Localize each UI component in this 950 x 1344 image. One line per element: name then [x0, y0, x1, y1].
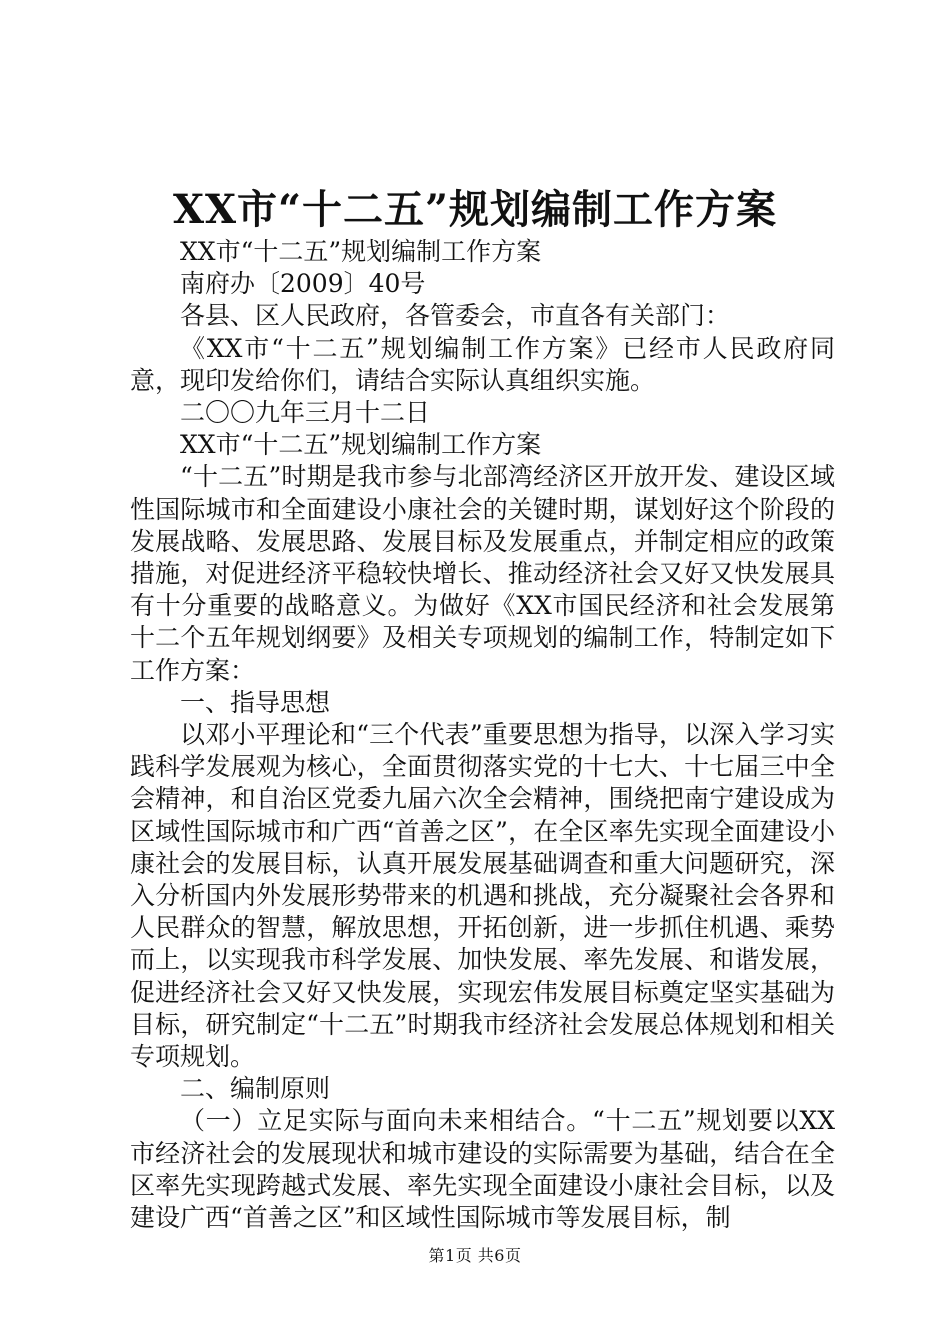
document-title: XX市“十二五”规划编制工作方案 [172, 186, 778, 233]
paragraph: 各县、区人民政府，各管委会，市直各有关部门： [180, 301, 731, 331]
paragraph: 二〇〇九年三月十二日 [180, 398, 431, 428]
paragraph: “十二五”时期是我市参与北部湾经济区开放开发、建设区域性国际城市和全面建设小康社会的关键时期，谋划好这个阶段的发展战略、发展思路、发展目标及发展重点，并制定相应的政策措施，对促进经济平稳较快增长、推动经济社会又好又快发展具有十分重要的战略意义。为做好《XX市国民经济和社会发展第十二个五年规划纲要》及相关专项规划的编制工作，特制定如下工作方案： [130, 462, 835, 685]
section-heading: 一、指导思想 [180, 687, 331, 717]
paragraph: 以邓小平理论和“三个代表”重要思想为指导，以深入学习实践科学发展观为核心，全面贯彻落实党的十七大、十七届三中全会精神，和自治区党委九届六次全会精神，围绕把南宁建设成为区域性国际城市和广西“首善之区”，在全区率先实现全面建设小康社会的发展目标，认真开展发展基础调查和重大问题研究，深入分析国内外发展形势带来的机遇和挑战，充分凝聚社会各界和人民群众的智慧，解放思想，开拓创新，进一步抓住机遇、乘势而上，以实现我市科学发展、加快发展、率先发展、和谐发展，促进经济社会又好又快发展，实现宏伟发展目标奠定坚实基础为目标，研究制定“十二五”时期我市经济社会发展总体规划和相关专项规划。 [130, 720, 835, 1072]
document-body [130, 236, 835, 1234]
page-footer: 第1页 共6页 [428, 1246, 522, 1265]
paragraph: （一）立足实际与面向未来相结合。“十二五”规划要以XX市经济社会的发展现状和城市建设的实际需要为基础，结合在全区率先实现跨越式发展、率先实现全面建设小康社会目标，以及建设广西“首善之区”和区域性国际城市等发展目标，制 [130, 1106, 835, 1233]
paragraph: 《XX市“十二五”规划编制工作方案》已经市人民政府同意，现印发给你们，请结合实际认真组织实施。 [130, 333, 835, 395]
paragraph: 南府办〔2009〕40号 [180, 269, 426, 299]
paragraph: XX市“十二五”规划编制工作方案 [180, 430, 542, 460]
section-heading: 二、编制原则 [180, 1074, 331, 1104]
paragraph: XX市“十二五”规划编制工作方案 [180, 237, 542, 266]
